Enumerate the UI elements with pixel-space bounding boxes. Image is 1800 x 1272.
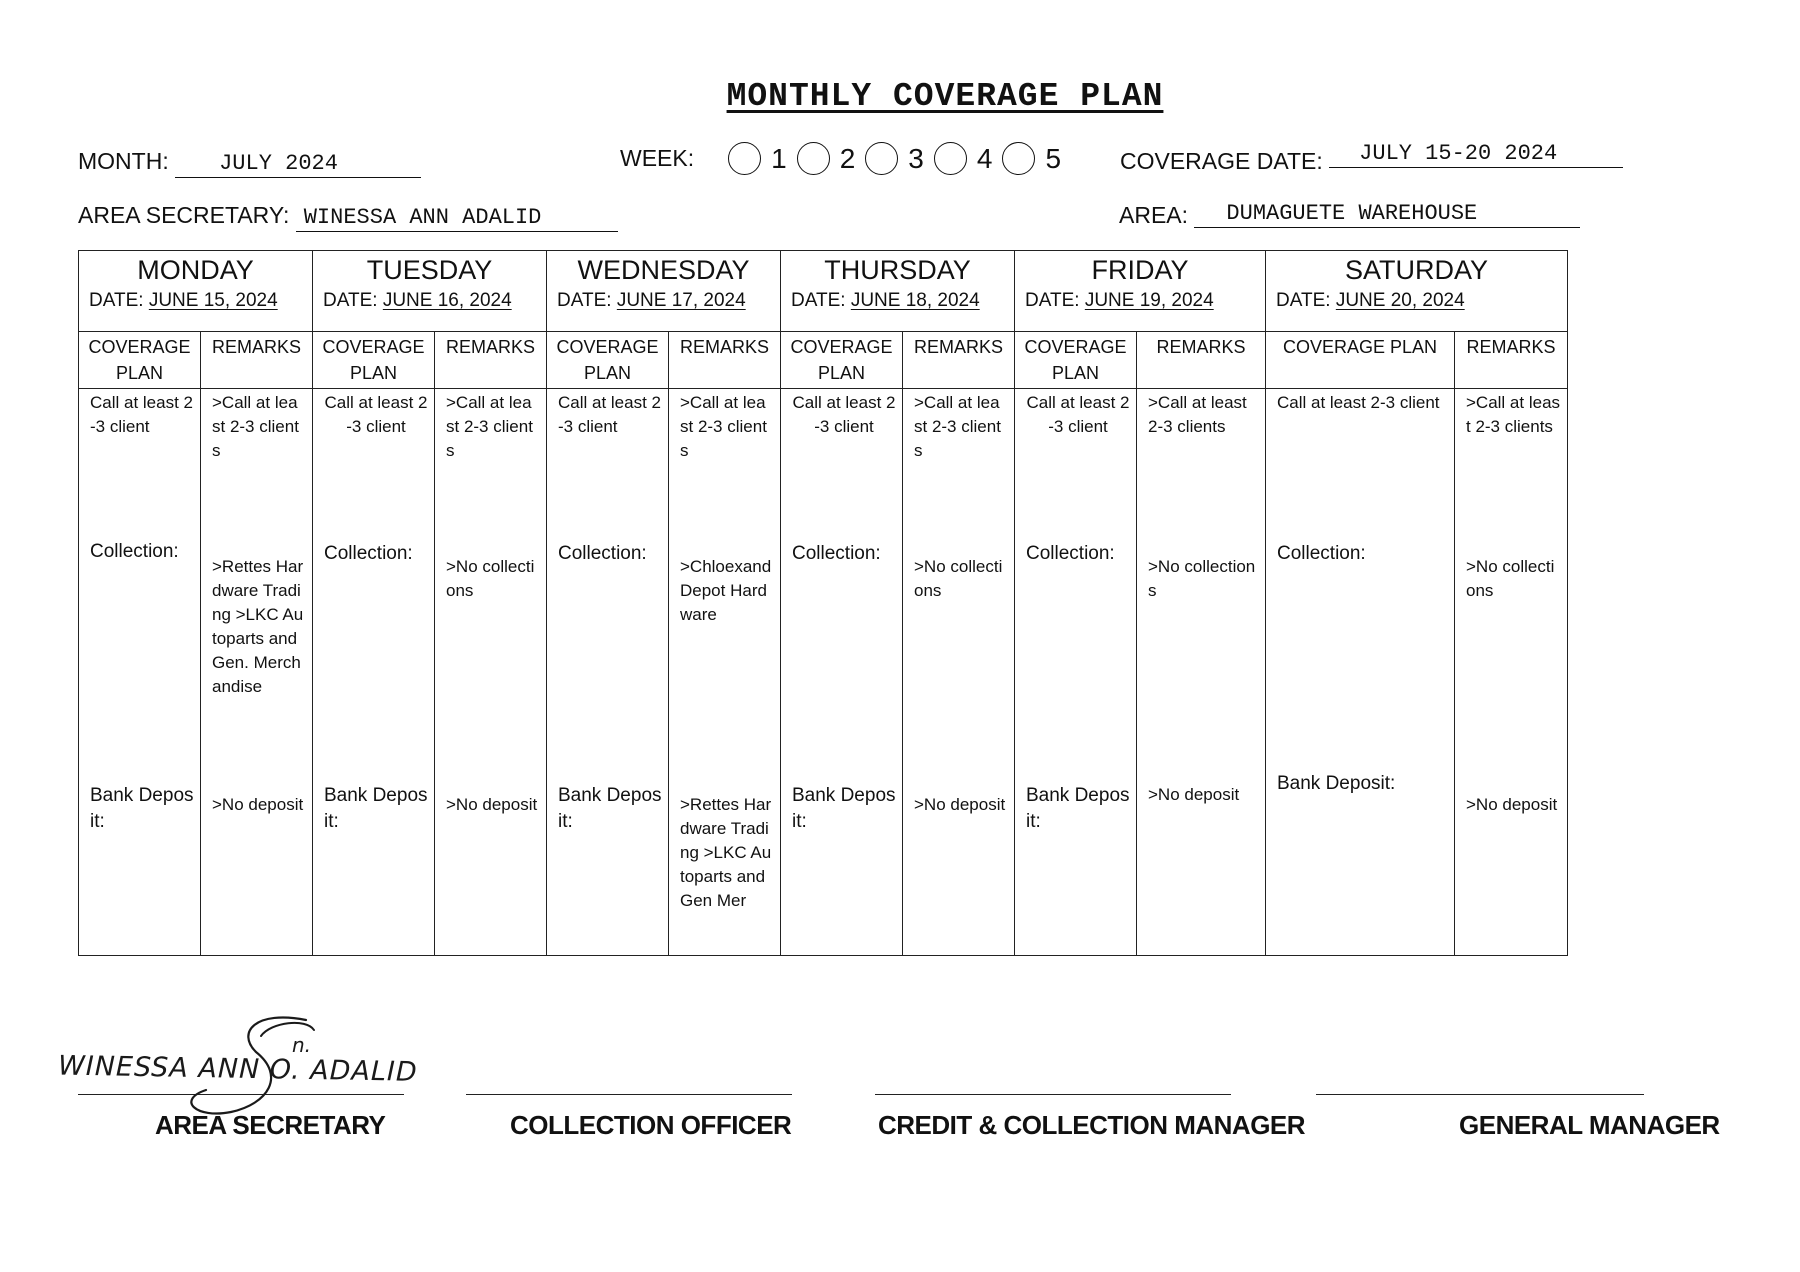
coverage-plan-header: COVERAGE PLAN bbox=[547, 332, 669, 389]
week-selector bbox=[620, 142, 1061, 175]
day-header-monday bbox=[79, 251, 313, 332]
plan-bank-deposit: Bank Deposit: bbox=[324, 785, 428, 832]
remarks-calls: >Call at least 2-3 clients bbox=[1466, 393, 1561, 436]
coverage-date-label: COVERAGE DATE: bbox=[1120, 148, 1323, 174]
remarks-collection: >Chloexand Depot Hardware bbox=[680, 557, 772, 624]
week-option-1-label: 1 bbox=[771, 142, 787, 174]
coverage-plan-cell bbox=[781, 389, 903, 956]
remarks-cell bbox=[903, 389, 1015, 956]
general-manager-signature-line bbox=[1316, 1094, 1644, 1095]
plan-calls: Call at least 2-3 client bbox=[90, 393, 193, 436]
coverage-plan-header: COVERAGE PLAN bbox=[1266, 332, 1455, 389]
day-date: DATE: JUNE 20, 2024 bbox=[1276, 290, 1465, 311]
remarks-bank-deposit: >No deposit bbox=[212, 795, 304, 814]
remarks-collection: >No collections bbox=[1466, 557, 1555, 600]
remarks-bank-deposit: >No deposit bbox=[1148, 785, 1240, 804]
area-value: DUMAGUETE WAREHOUSE bbox=[1194, 201, 1580, 228]
remarks-cell bbox=[435, 389, 547, 956]
day-date: DATE: JUNE 19, 2024 bbox=[1025, 290, 1214, 311]
day-header-saturday bbox=[1266, 251, 1568, 332]
day-name: SATURDAY bbox=[1344, 255, 1488, 285]
day-date: DATE: JUNE 16, 2024 bbox=[323, 290, 512, 311]
remarks-cell bbox=[1137, 389, 1266, 956]
remarks-collection: >No collections bbox=[914, 557, 1003, 600]
coverage-table bbox=[78, 250, 1568, 956]
remarks-collection: >Rettes Hardware Trading >LKC Autoparts and Gen. Merchandise bbox=[212, 557, 304, 696]
remarks-cell bbox=[201, 389, 313, 956]
remarks-calls: >Call at least 2-3 clients bbox=[1148, 393, 1247, 436]
remarks-header: REMARKS bbox=[201, 332, 313, 389]
coverage-plan-header: COVERAGE PLAN bbox=[79, 332, 201, 389]
coverage-plan-cell bbox=[313, 389, 435, 956]
plan-collection: Collection: bbox=[1277, 543, 1366, 564]
plan-bank-deposit: Bank Deposit: bbox=[1277, 773, 1396, 794]
remarks-bank-deposit: >Rettes Hardware Trading >LKC Autoparts and Gen Mer bbox=[680, 795, 772, 910]
plan-collection: Collection: bbox=[558, 543, 647, 564]
plan-collection: Collection: bbox=[792, 543, 881, 564]
remarks-header: REMARKS bbox=[1137, 332, 1266, 389]
remarks-calls: >Call at least 2-3 clients bbox=[680, 393, 767, 460]
remarks-calls: >Call at least 2-3 clients bbox=[212, 393, 299, 460]
column-header-row bbox=[79, 332, 1568, 389]
area-field bbox=[1119, 202, 1580, 232]
plan-collection: Collection: bbox=[1026, 543, 1115, 564]
coverage-plan-cell bbox=[1015, 389, 1137, 956]
credit-collection-manager-label: CREDIT & COLLECTION MANAGER bbox=[878, 1110, 1306, 1140]
plan-body-row bbox=[79, 389, 1568, 956]
day-header-friday bbox=[1015, 251, 1266, 332]
area-label: AREA: bbox=[1119, 202, 1189, 228]
remarks-cell bbox=[669, 389, 781, 956]
week-option-2-label: 2 bbox=[839, 142, 856, 174]
plan-bank-deposit: Bank Deposit: bbox=[90, 785, 194, 832]
day-date: DATE: JUNE 17, 2024 bbox=[557, 290, 746, 311]
credit-collection-manager-signature-line bbox=[875, 1094, 1231, 1095]
day-header-tuesday bbox=[313, 251, 547, 332]
coverage-plan-header: COVERAGE PLAN bbox=[781, 332, 903, 389]
area-secretary-label: AREA SECRETARY bbox=[155, 1110, 386, 1140]
plan-bank-deposit: Bank Deposit: bbox=[792, 785, 896, 832]
remarks-header: REMARKS bbox=[1455, 332, 1568, 389]
week-option-5-label: 5 bbox=[1045, 142, 1062, 174]
week-option-3-radio[interactable] bbox=[865, 142, 898, 175]
remarks-bank-deposit: >No deposit bbox=[446, 795, 538, 814]
remarks-cell bbox=[1455, 389, 1568, 956]
svg-text:WINESSA ANN O. ADALID: WINESSA ANN O. ADALID bbox=[57, 1050, 418, 1088]
week-option-5-radio[interactable] bbox=[1002, 142, 1035, 175]
page-title: MONTHLY COVERAGE PLAN bbox=[726, 78, 1164, 115]
plan-collection: Collection: bbox=[90, 541, 179, 562]
coverage-date-field bbox=[1120, 141, 1623, 178]
secretary-label: AREA SECRETARY: bbox=[78, 202, 290, 228]
coverage-plan-cell bbox=[547, 389, 669, 956]
handwritten-signature bbox=[56, 1004, 456, 1124]
week-label: WEEK: bbox=[620, 145, 695, 171]
month-value: JULY 2024 bbox=[175, 151, 421, 178]
remarks-bank-deposit: >No deposit bbox=[1466, 795, 1558, 814]
remarks-header: REMARKS bbox=[669, 332, 781, 389]
remarks-header: REMARKS bbox=[435, 332, 547, 389]
remarks-calls: >Call at least 2-3 clients bbox=[446, 393, 533, 460]
day-name: FRIDAY bbox=[1091, 255, 1189, 285]
day-name: MONDAY bbox=[137, 255, 254, 285]
week-option-4-radio[interactable] bbox=[934, 142, 967, 175]
plan-calls: Call at least 2-3 client bbox=[324, 393, 428, 436]
remarks-collection: >No collections bbox=[1148, 557, 1256, 600]
plan-calls: Call at least 2-3 client bbox=[792, 393, 896, 436]
week-option-1-radio[interactable] bbox=[728, 142, 761, 175]
remarks-bank-deposit: >No deposit bbox=[914, 795, 1006, 814]
day-header-thursday bbox=[781, 251, 1015, 332]
week-option-2-radio[interactable] bbox=[797, 142, 830, 175]
plan-collection: Collection: bbox=[324, 543, 413, 564]
remarks-calls: >Call at least 2-3 clients bbox=[914, 393, 1001, 460]
plan-bank-deposit: Bank Deposit: bbox=[1026, 785, 1130, 832]
coverage-plan-cell bbox=[1266, 389, 1455, 956]
remarks-collection: >No collections bbox=[446, 557, 535, 600]
day-header-wednesday bbox=[547, 251, 781, 332]
plan-calls: Call at least 2-3 client bbox=[558, 393, 661, 436]
day-date: DATE: JUNE 15, 2024 bbox=[89, 290, 278, 311]
coverage-date-value: JULY 15-20 2024 bbox=[1329, 141, 1623, 168]
month-field bbox=[78, 148, 421, 178]
week-option-4-label: 4 bbox=[976, 142, 993, 174]
collection-officer-label: COLLECTION OFFICER bbox=[510, 1110, 792, 1140]
plan-calls: Call at least 2-3 client bbox=[1277, 393, 1440, 412]
month-label: MONTH: bbox=[78, 148, 169, 174]
day-name: TUESDAY bbox=[366, 255, 493, 285]
coverage-plan-header: COVERAGE PLAN bbox=[313, 332, 435, 389]
secretary-field bbox=[78, 202, 618, 232]
plan-bank-deposit: Bank Deposit: bbox=[558, 785, 662, 832]
coverage-plan-cell bbox=[79, 389, 201, 956]
general-manager-label: GENERAL MANAGER bbox=[1459, 1110, 1720, 1140]
week-option-3-label: 3 bbox=[908, 142, 924, 174]
plan-calls: Call at least 2-3 client bbox=[1026, 393, 1130, 436]
day-name: THURSDAY bbox=[824, 255, 971, 285]
remarks-header: REMARKS bbox=[903, 332, 1015, 389]
day-date: DATE: JUNE 18, 2024 bbox=[791, 290, 980, 311]
day-name: WEDNESDAY bbox=[577, 255, 750, 285]
svg-text:n.: n. bbox=[292, 1033, 312, 1057]
collection-officer-signature-line bbox=[466, 1094, 792, 1095]
coverage-plan-header: COVERAGE PLAN bbox=[1015, 332, 1137, 389]
secretary-value: WINESSA ANN ADALID bbox=[296, 205, 618, 232]
day-header-row bbox=[79, 251, 1568, 332]
